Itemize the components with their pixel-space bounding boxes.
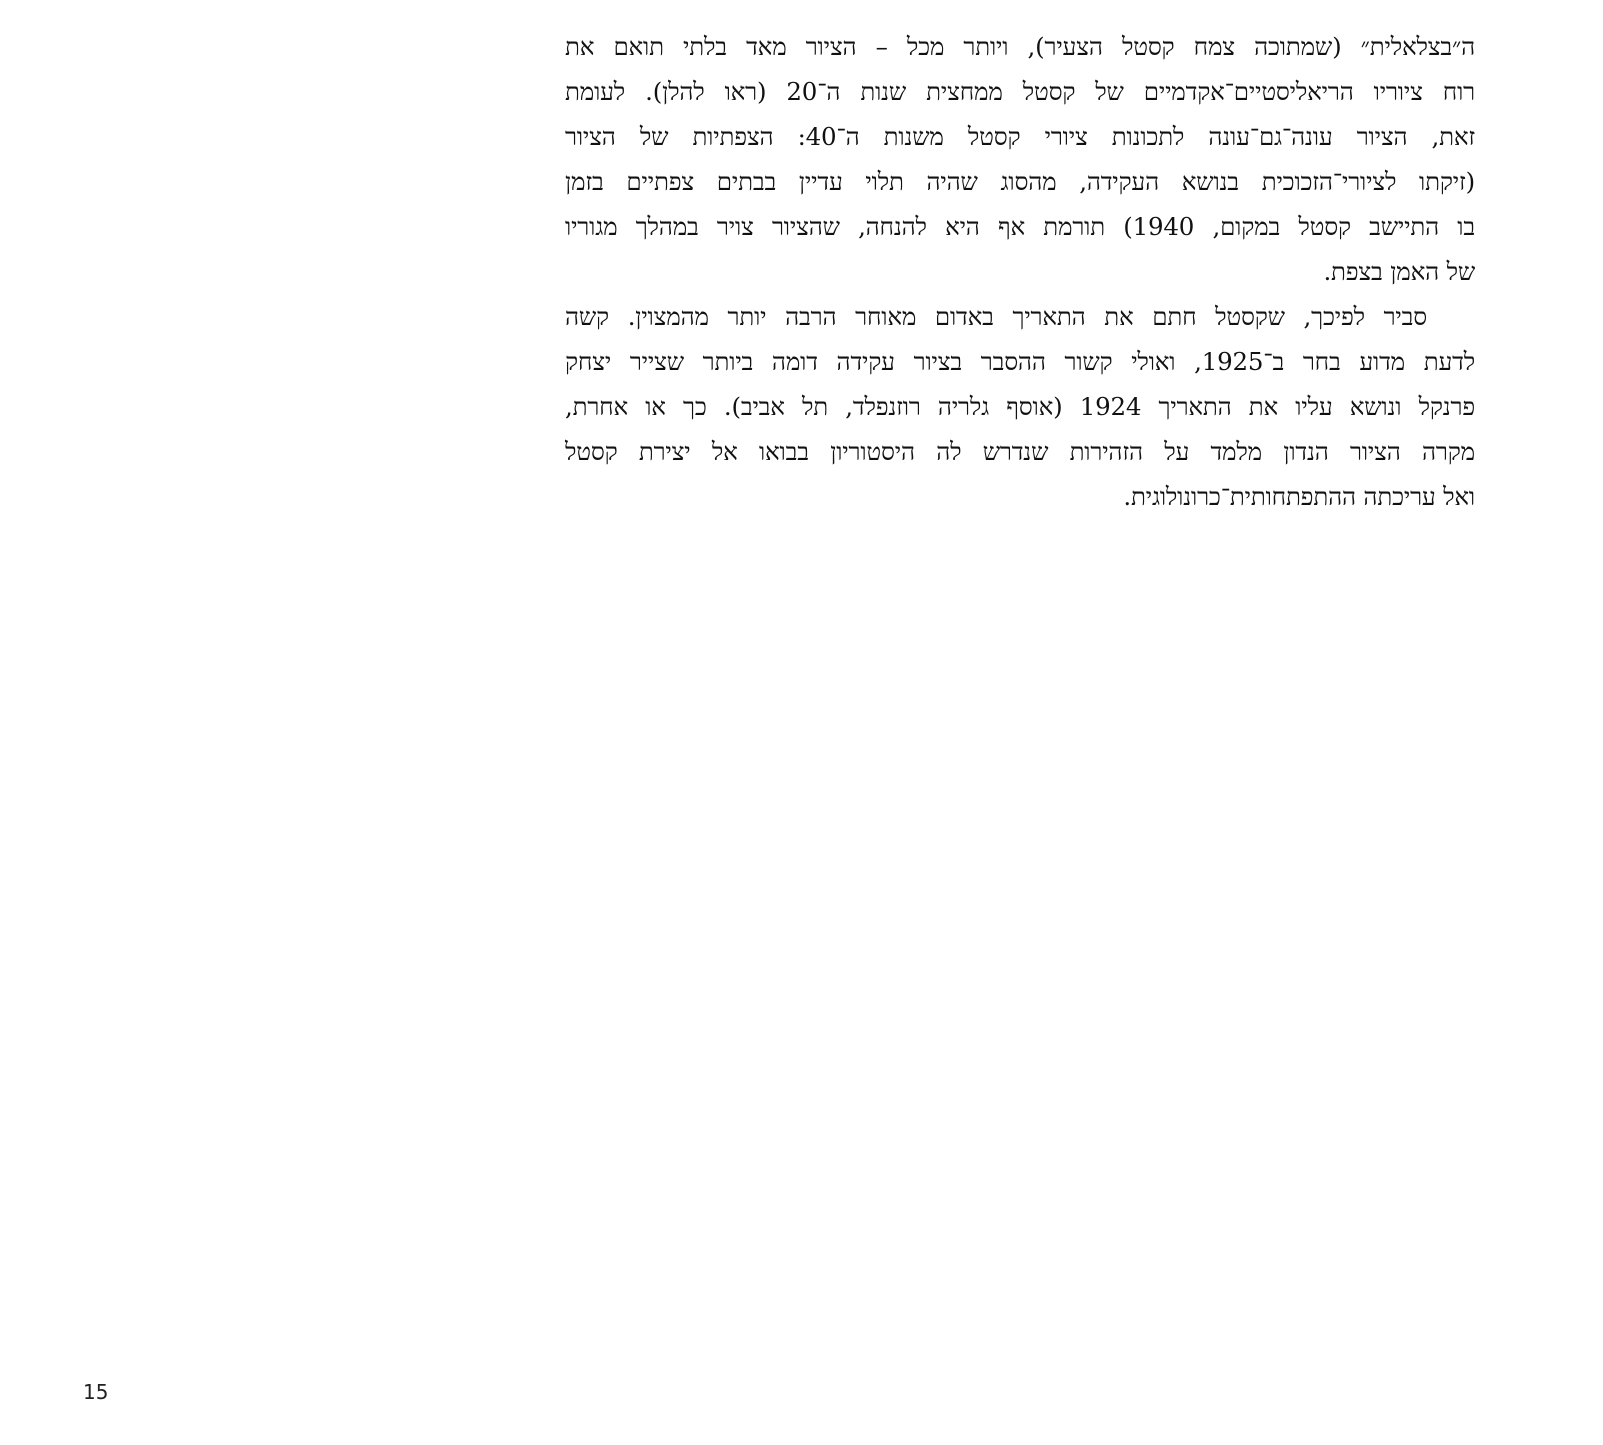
- body-text-column: [565, 24, 1475, 519]
- text-line: ה״בצלאלית״ (שמתוכה צמח קסטל הצעיר), ויותר מכל – הציור מאד בלתי תואם את: [565, 32, 1475, 61]
- paragraph-2: [565, 294, 1475, 519]
- page-number: 15: [83, 1380, 109, 1404]
- text-line: מקרה הציור הנדון מלמד על הזהירות שנדרש לה היסטוריון בבואו אל יצירת קסטל: [565, 437, 1475, 466]
- text-line: ואל עריכתה ההתפתחותית־כרונולוגית.: [1123, 482, 1475, 511]
- text-line: של האמן בצפת.: [1323, 257, 1475, 286]
- text-line: רוח ציוריו הריאליסטיים־אקדמיים של קסטל ממחצית שנות ה־20 (ראו להלן). לעומת: [565, 77, 1475, 106]
- text-line: בו התיישב קסטל במקום, 1940) תורמת אף היא להנחה, שהציור צויר במהלך מגוריו: [565, 212, 1475, 241]
- text-line: פרנקל ונושא עליו את התאריך 1924 (אוסף גלריה רוזנפלד, תל אביב). כך או אחרת,: [565, 392, 1475, 421]
- text-line: זאת, הציור עונה־גם־עונה לתכונות ציורי קסטל משנות ה־40: הצפתיות של הציור: [565, 122, 1475, 151]
- text-line: (זיקתו לציורי־הזכוכית בנושא העקידה, מהסוג שהיה תלוי עדיין בבתים צפתיים בזמן: [565, 167, 1475, 196]
- paragraph-1: [565, 24, 1475, 294]
- text-line: סביר לפיכך, שקסטל חתם את התאריך באדום מאוחר הרבה יותר מהמצוין. קשה: [565, 302, 1427, 331]
- text-line: לדעת מדוע בחר ב־1925, ואולי קשור ההסבר בציור עקידה דומה ביותר שצייר יצחק: [565, 347, 1475, 376]
